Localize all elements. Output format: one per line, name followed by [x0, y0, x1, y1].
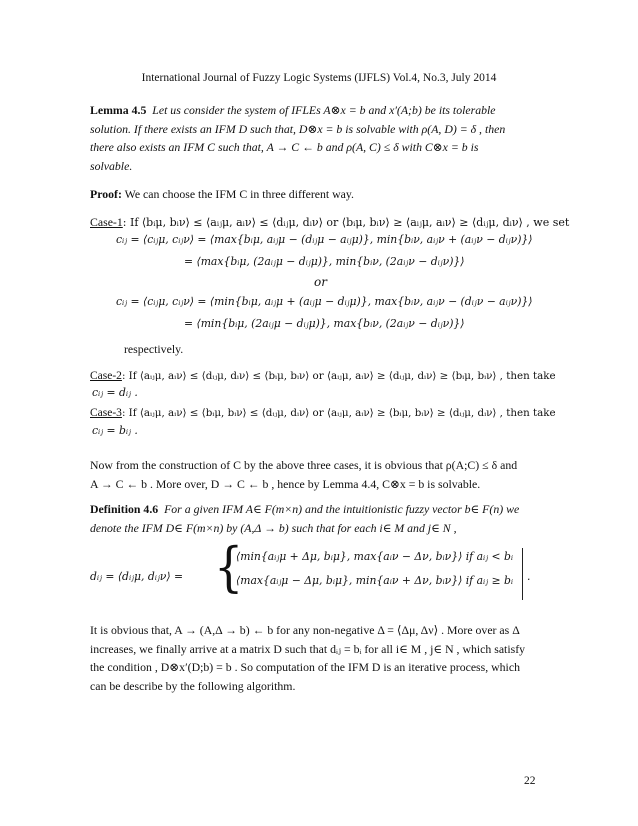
- lemma-line-2: solution. If there exists an IFM D such that, D⊗x = b is solvable with ρ(A, D) = δ , then: [90, 121, 506, 136]
- proof-block: [90, 185, 548, 204]
- case1-eq-1: cᵢⱼ = ⟨cᵢⱼμ, cᵢⱼν⟩ = ⟨max{bᵢμ, aᵢⱼμ − (dᵢⱼμ − aᵢⱼμ)}, min{bᵢν, aᵢⱼν + (aᵢⱼν − dᵢⱼν)}⟩: [116, 233, 533, 246]
- conclusion-block: [90, 456, 548, 493]
- definition-block: [90, 500, 548, 537]
- conclusion-line-2: A → C ← b . More over, D → C ← b , hence by Lemma 4.4, C⊗x = b is solvable.: [90, 476, 481, 491]
- case3-condition: : If ⟨aᵢⱼμ, aᵢν⟩ ≤ ⟨bᵢμ, bᵢν⟩ ≤ ⟨dᵢⱼμ, dᵢν⟩ or ⟨aᵢⱼμ, aᵢν⟩ ≥ ⟨bᵢμ, bᵢν⟩ ≥ ⟨dᵢⱼμ, dᵢν⟩ , then take: [121, 407, 556, 419]
- definition-label: Definition 4.6: [90, 502, 159, 516]
- case1-condition: : If ⟨bᵢμ, bᵢν⟩ ≤ ⟨aᵢⱼμ, aᵢν⟩ ≤ ⟨dᵢⱼμ, dᵢν⟩ or ⟨bᵢμ, bᵢν⟩ ≥ ⟨aᵢⱼμ, aᵢν⟩ ≥ ⟨dᵢⱼμ, dᵢν⟩ , we set: [122, 216, 570, 229]
- case3-line: [90, 404, 556, 423]
- definition-row-1: ⟨min{aᵢⱼμ + Δμ, bᵢμ}, max{aᵢν − Δν, bᵢν}⟩ if aᵢⱼ < bᵢ: [236, 550, 514, 563]
- final-line-1: It is obvious that, A → (A,Δ → b) ← b for any non-negative Δ = ⟨Δμ, Δν⟩ . More over as Δ: [90, 623, 520, 637]
- final-line-3: the condition , D⊗x′(D;b) = b . So computation of the IFM D is an iterative process, which: [90, 660, 520, 675]
- final-line-4: can be describe by the following algorithm.: [90, 678, 296, 693]
- case1-label: Case-1: [90, 215, 123, 229]
- case1-eq-2: = ⟨max{bᵢμ, (2aᵢⱼμ − dᵢⱼμ)}, min{bᵢν, (2aᵢⱼν − dᵢⱼν)}⟩: [184, 255, 465, 268]
- case1-or: or: [314, 275, 327, 289]
- case2-label: Case-2: [90, 370, 122, 382]
- case3-label: Case-3: [90, 407, 122, 419]
- case2-line: [90, 367, 556, 386]
- definition-lhs: dᵢⱼ = ⟨dᵢⱼμ, dᵢⱼν⟩ =: [90, 570, 184, 583]
- lemma-block: [90, 101, 548, 175]
- lemma-line-3: there also exists an IFM C such that, A → C ← b and ρ(A, C) ≤ δ with C⊗x = b is: [90, 140, 479, 155]
- lemma-line-4: solvable.: [90, 158, 133, 173]
- definition-row-2: ⟨max{aᵢⱼμ − Δμ, bᵢμ}, min{aᵢν + Δν, bᵢν}⟩ if aᵢⱼ ≥ bᵢ: [236, 574, 514, 587]
- definition-line-2: denote the IFM D∈ F(m×n) by (A,Δ → b) such that for each i∈ M and j∈ N ,: [90, 520, 457, 535]
- lemma-label: Lemma 4.5: [90, 103, 147, 117]
- running-header: International Journal of Fuzzy Logic Systems (IJFLS) Vol.4, No.3, July 2014: [141, 72, 497, 84]
- right-brace: [519, 548, 523, 600]
- proof-label: Proof:: [90, 187, 122, 201]
- conclusion-line-1: Now from the construction of C by the above three cases, it is obvious that ρ(A;C) ≤ δ and: [90, 458, 518, 472]
- case1-eq-3: cᵢⱼ = ⟨cᵢⱼμ, cᵢⱼν⟩ = ⟨min{bᵢμ, aᵢⱼμ + (aᵢⱼμ − dᵢⱼμ)}, max{bᵢν, aᵢⱼν − (dᵢⱼν − aᵢⱼν)}⟩: [116, 295, 533, 308]
- case1-tail: respectively.: [124, 342, 184, 356]
- proof-text: We can choose the IFM C in three different way.: [124, 187, 354, 201]
- case3-eq: cᵢⱼ = bᵢⱼ .: [92, 424, 138, 437]
- final-line-2: increases, we finally arrive at a matrix D such that dᵢⱼ = bᵢ for all i∈ M , j∈ N , which satisfy: [90, 641, 526, 656]
- definition-end: .: [527, 570, 531, 583]
- case2-condition: : If ⟨aᵢⱼμ, aᵢν⟩ ≤ ⟨dᵢⱼμ, dᵢν⟩ ≤ ⟨bᵢμ, bᵢν⟩ or ⟨aᵢⱼμ, aᵢν⟩ ≥ ⟨dᵢⱼμ, dᵢν⟩ ≥ ⟨bᵢμ, bᵢν⟩ , then take: [121, 370, 556, 382]
- definition-line-1: For a given IFM A∈ F(m×n) and the intuitionistic fuzzy vector b∈ F(n) we: [164, 502, 520, 516]
- final-block: [90, 621, 548, 695]
- lemma-line-1: Let us consider the system of IFLEs A⊗x = b and x′(A;b) be its tolerable: [152, 103, 496, 117]
- case1-eq-4: = ⟨min{bᵢμ, (2aᵢⱼμ − dᵢⱼμ)}, max{bᵢν, (2aᵢⱼν − dᵢⱼν)}⟩: [184, 317, 465, 330]
- left-brace: {: [214, 535, 244, 599]
- case1-line: [90, 213, 570, 233]
- page-number: 22: [524, 775, 536, 787]
- case2-eq: cᵢⱼ = dᵢⱼ .: [92, 386, 138, 399]
